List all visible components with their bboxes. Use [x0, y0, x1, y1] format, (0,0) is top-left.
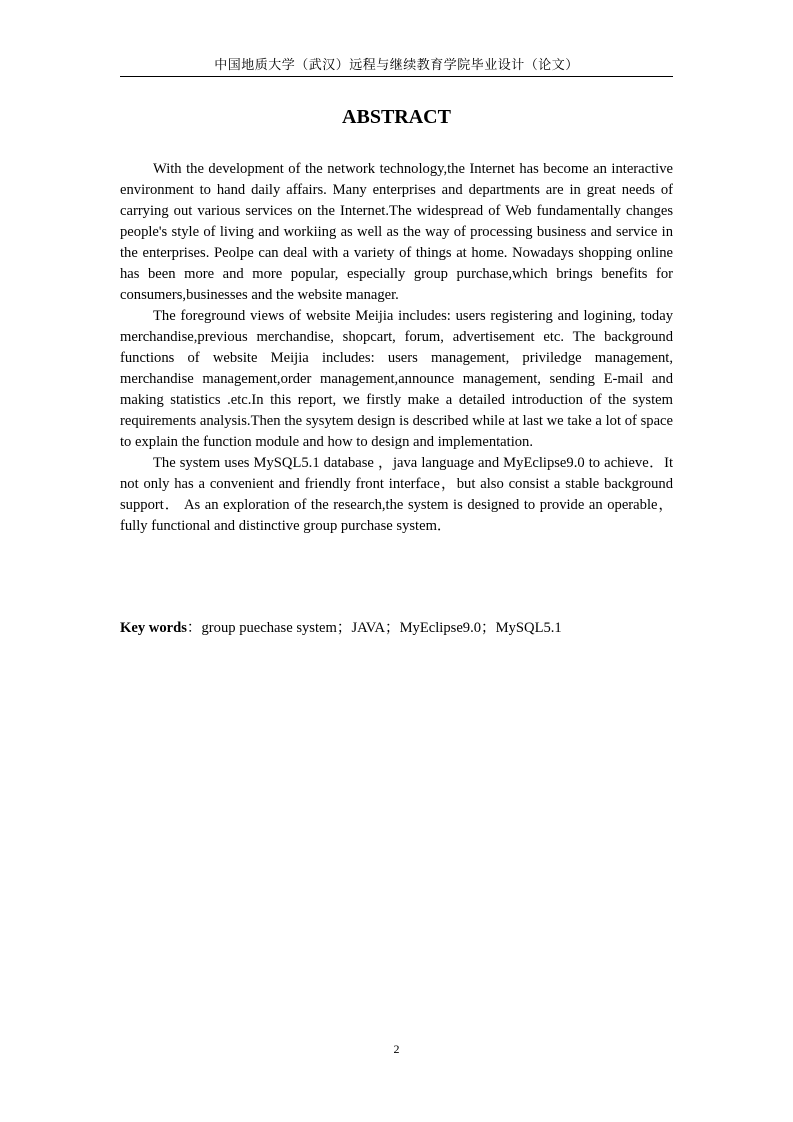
abstract-paragraph-2: The foreground views of website Meijia includes: users registering and logining, today merchandise,previous merchandise, shopcart, forum, advertisement etc. The background functions of website Meijia includes: users management, priviledge management, merchandise management,order management,announce management, sending E-mail and making statistics .etc.In this report, we firstly make a detailed introduction of the system requirements analysis.Then the sysytem design is described while at last we take a lot of space to explain the function module and how to design and implementation.: [120, 308, 673, 450]
header-rule: [120, 76, 673, 77]
abstract-paragraph-1: With the development of the network technology,the Internet has become an interactive environment to hand daily affairs. Many enterprises and departments are in great needs of carrying out various services on the Internet.The widespread of Web fundamentally changes people's style of living and workiing as well as the way of processing business and service in the enterprises. Peolpe can deal with a variety of things at home. Nowadays shopping online has been more and more popular, especially group purchase,which brings benefits for consumers,businesses and the website manager.: [120, 161, 673, 303]
keywords-line: [120, 618, 673, 639]
keywords-label: Key words: [120, 620, 187, 636]
page-number: 2: [393, 1042, 400, 1056]
page-header: 中国地质大学（武汉）远程与继续教育学院毕业设计（论文）: [214, 58, 579, 73]
abstract-body: [120, 159, 673, 537]
keywords-value: group puechase system；JAVA；MyEclipse9.0；MySQL5.1: [201, 620, 562, 636]
keywords-separator: ：: [186, 620, 202, 636]
abstract-paragraph-3: The system uses MySQL5.1 database ，java language and MyEclipse9.0 to achieve．It not only has a convenient and friendly front interface，but also consist a stable background support． As an exploration of the research,the system is designed to provide an operable，fully functional and distinctive group purchase system．: [120, 455, 673, 534]
abstract-title: ABSTRACT: [342, 106, 451, 128]
